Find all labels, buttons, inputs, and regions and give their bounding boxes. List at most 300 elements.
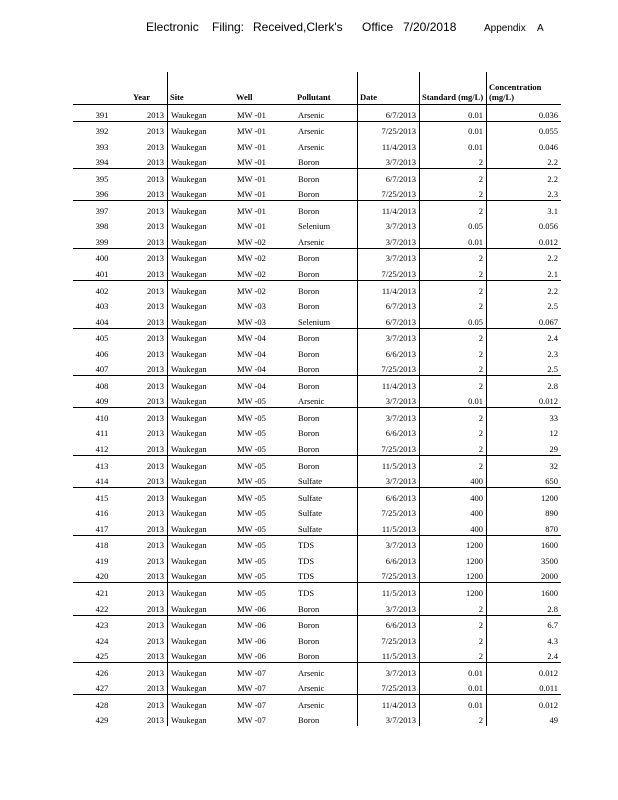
cell-site: Waukegan xyxy=(168,201,235,217)
cell-year: 2013 xyxy=(147,428,164,439)
cell-date: 6/6/2013 xyxy=(358,344,420,360)
cell-pollutant: Arsenic xyxy=(295,695,358,711)
cell-concentration: 12 xyxy=(487,424,562,440)
table-row xyxy=(73,344,561,360)
cell-site: Waukegan xyxy=(168,169,235,185)
cell-year: 2013 xyxy=(147,476,164,487)
cell-well: MW -07 xyxy=(234,663,295,679)
cell-standard: 2 xyxy=(420,297,487,313)
cell-site: Waukegan xyxy=(168,567,235,583)
table-body xyxy=(73,105,561,727)
cell-year: 2013 xyxy=(147,364,164,375)
cell-year: 2013 xyxy=(147,603,164,614)
cell-date: 6/7/2013 xyxy=(358,312,420,328)
cell-index: 414 xyxy=(95,476,109,487)
cell-year: 2013 xyxy=(131,615,168,631)
cell-well: MW -01 xyxy=(237,109,266,120)
cell-site: Waukegan xyxy=(168,121,235,137)
cell-well: MW -04 xyxy=(234,328,295,344)
cell-pollutant: Arsenic xyxy=(298,396,325,407)
cell-well: MW -06 xyxy=(237,603,266,614)
cell-site: Waukegan xyxy=(168,504,235,520)
cell-date: 3/7/2013 xyxy=(358,711,420,727)
cell-well: MW -01 xyxy=(234,169,295,185)
cell-well: MW -06 xyxy=(237,635,266,646)
cell-date: 6/7/2013 xyxy=(358,297,420,313)
cell-site: Waukegan xyxy=(168,663,235,679)
cell-date: 7/25/2013 xyxy=(358,567,420,583)
cell-site: Waukegan xyxy=(168,472,235,488)
cell-standard: 400 xyxy=(420,472,487,488)
cell-date: 3/7/2013 xyxy=(358,153,420,169)
cell-concentration: 4.3 xyxy=(487,631,562,647)
cell-pollutant: Boron xyxy=(298,157,320,168)
cell-year: 2013 xyxy=(147,236,164,247)
cell-pollutant: Boron xyxy=(298,635,320,646)
cell-site: Waukegan xyxy=(168,281,235,297)
cell-site: Waukegan xyxy=(168,551,235,567)
cell-pollutant: Sulfate xyxy=(298,523,323,534)
cell-index: 412 xyxy=(95,444,109,455)
cell-concentration: 0.012 xyxy=(487,695,562,711)
cell-pollutant: Arsenic xyxy=(295,121,358,137)
cell-year: 2013 xyxy=(147,508,164,519)
cell-year: 2013 xyxy=(147,221,164,232)
cell-pollutant: TDS xyxy=(295,535,358,551)
cell-date: 6/7/2013 xyxy=(358,169,420,185)
cell-date: 6/7/2013 xyxy=(358,105,420,122)
cell-site: Waukegan xyxy=(168,599,235,615)
cell-standard: 2 xyxy=(420,169,487,185)
cell-site: Waukegan xyxy=(168,328,235,344)
cell-index: 413 xyxy=(73,456,131,472)
cell-year: 2013 xyxy=(147,189,164,200)
cell-concentration: 2.4 xyxy=(487,328,562,344)
cell-index: 406 xyxy=(95,348,109,359)
cell-index: 404 xyxy=(95,316,109,327)
cell-standard: 1200 xyxy=(420,551,487,567)
cell-index: 405 xyxy=(73,328,131,344)
cell-pollutant: TDS xyxy=(298,555,315,566)
cell-pollutant: Boron xyxy=(295,201,358,217)
cell-year: 2013 xyxy=(131,488,168,504)
cell-well: MW -05 xyxy=(234,456,295,472)
cell-date: 11/4/2013 xyxy=(358,376,420,392)
cell-well: MW -05 xyxy=(237,476,266,487)
header-appendix: Appendix xyxy=(484,23,526,34)
cell-site: Waukegan xyxy=(168,392,235,408)
cell-pollutant: Arsenic xyxy=(298,109,325,120)
cell-index: 428 xyxy=(73,695,131,711)
cell-concentration: 32 xyxy=(487,456,562,472)
cell-date: 6/6/2013 xyxy=(358,615,420,631)
cell-concentration: 2.4 xyxy=(487,647,562,663)
table-row xyxy=(73,424,561,440)
col-header-date: Date xyxy=(358,72,420,105)
cell-site: Waukegan xyxy=(168,695,235,711)
cell-well: MW -05 xyxy=(234,408,295,424)
table-row xyxy=(73,169,561,185)
cell-concentration: 0.036 xyxy=(487,105,562,122)
cell-date: 11/4/2013 xyxy=(358,201,420,217)
cell-site: Waukegan xyxy=(168,360,235,376)
cell-concentration: 33 xyxy=(487,408,562,424)
cell-standard: 0.01 xyxy=(420,392,487,408)
cell-standard: 400 xyxy=(420,504,487,520)
cell-site: Waukegan xyxy=(168,232,235,248)
cell-index: 395 xyxy=(73,169,131,185)
cell-year: 2013 xyxy=(131,328,168,344)
cell-index: 417 xyxy=(95,523,109,534)
cell-date: 6/6/2013 xyxy=(358,551,420,567)
cell-standard: 0.01 xyxy=(420,663,487,679)
cell-index: 422 xyxy=(95,603,109,614)
cell-date: 11/5/2013 xyxy=(358,583,420,599)
table-row xyxy=(73,281,561,297)
cell-standard: 1200 xyxy=(420,535,487,551)
table-row xyxy=(73,711,561,727)
col-header-concentration: Concentration (mg/L) xyxy=(487,72,562,105)
cell-standard: 2 xyxy=(420,185,487,201)
cell-concentration: 870 xyxy=(487,519,562,535)
cell-index: 429 xyxy=(95,715,109,726)
cell-index: 411 xyxy=(95,428,109,439)
table-row xyxy=(73,264,561,280)
cell-well: MW -02 xyxy=(234,248,295,264)
cell-index: 415 xyxy=(73,488,131,504)
cell-concentration: 2.1 xyxy=(487,264,562,280)
cell-year: 2013 xyxy=(147,635,164,646)
cell-pollutant: Arsenic xyxy=(298,141,325,152)
cell-date: 11/5/2013 xyxy=(358,519,420,535)
cell-concentration: 2.5 xyxy=(487,297,562,313)
cell-date: 11/4/2013 xyxy=(358,137,420,153)
cell-year: 2013 xyxy=(147,109,164,120)
cell-pollutant: Boron xyxy=(298,603,320,614)
cell-pollutant: Arsenic xyxy=(298,683,325,694)
cell-site: Waukegan xyxy=(168,647,235,663)
table-row xyxy=(73,439,561,455)
cell-site: Waukegan xyxy=(168,456,235,472)
cell-index: 394 xyxy=(95,157,109,168)
cell-standard: 400 xyxy=(420,488,487,504)
cell-well: MW -05 xyxy=(234,583,295,599)
cell-well: MW -05 xyxy=(237,444,266,455)
cell-pollutant: Boron xyxy=(298,444,320,455)
cell-index: 421 xyxy=(73,583,131,599)
cell-index: 407 xyxy=(95,364,109,375)
cell-date: 11/5/2013 xyxy=(358,456,420,472)
cell-standard: 0.01 xyxy=(420,105,487,122)
cell-date: 3/7/2013 xyxy=(358,232,420,248)
cell-site: Waukegan xyxy=(168,137,235,153)
cell-concentration: 2.2 xyxy=(487,281,562,297)
cell-standard: 1200 xyxy=(420,583,487,599)
cell-standard: 2 xyxy=(420,376,487,392)
cell-date: 7/25/2013 xyxy=(358,121,420,137)
cell-pollutant: Sulfate xyxy=(295,488,358,504)
table-row xyxy=(73,217,561,233)
table-row xyxy=(73,488,561,504)
cell-index: 402 xyxy=(73,281,131,297)
cell-date: 3/7/2013 xyxy=(358,392,420,408)
cell-site: Waukegan xyxy=(168,376,235,392)
table-row xyxy=(73,695,561,711)
cell-concentration: 2.8 xyxy=(487,599,562,615)
cell-standard: 0.01 xyxy=(420,679,487,695)
cell-pollutant: Sulfate xyxy=(298,508,323,519)
cell-concentration: 1200 xyxy=(487,488,562,504)
cell-year: 2013 xyxy=(147,396,164,407)
cell-concentration: 6.7 xyxy=(487,615,562,631)
header-received: Received,Clerk's xyxy=(253,20,343,34)
table-header-row xyxy=(73,72,561,105)
table-row xyxy=(73,472,561,488)
cell-standard: 2 xyxy=(420,408,487,424)
table-row xyxy=(73,535,561,551)
cell-standard: 2 xyxy=(420,248,487,264)
cell-year: 2013 xyxy=(131,376,168,392)
cell-index: 409 xyxy=(95,396,109,407)
cell-concentration: 49 xyxy=(487,711,562,727)
cell-year: 2013 xyxy=(147,348,164,359)
cell-standard: 2 xyxy=(420,328,487,344)
cell-pollutant: Arsenic xyxy=(295,663,358,679)
cell-date: 6/6/2013 xyxy=(358,424,420,440)
cell-pollutant: Boron xyxy=(295,169,358,185)
cell-year: 2013 xyxy=(147,555,164,566)
cell-concentration: 0.056 xyxy=(487,217,562,233)
cell-pollutant: Boron xyxy=(295,248,358,264)
cell-well: MW -05 xyxy=(237,555,266,566)
cell-date: 7/25/2013 xyxy=(358,360,420,376)
cell-standard: 2 xyxy=(420,711,487,727)
cell-standard: 0.01 xyxy=(420,121,487,137)
cell-well: MW -05 xyxy=(234,488,295,504)
col-header-well: Well xyxy=(234,72,295,105)
cell-standard: 0.05 xyxy=(420,312,487,328)
cell-index: 392 xyxy=(73,121,131,137)
cell-well: MW -05 xyxy=(234,535,295,551)
cell-year: 2013 xyxy=(131,201,168,217)
cell-year: 2013 xyxy=(131,281,168,297)
table-row xyxy=(73,583,561,599)
cell-date: 3/7/2013 xyxy=(358,408,420,424)
cell-standard: 2 xyxy=(420,201,487,217)
cell-pollutant: TDS xyxy=(295,583,358,599)
cell-index: 423 xyxy=(73,615,131,631)
cell-well: MW -04 xyxy=(237,364,266,375)
cell-pollutant: Boron xyxy=(295,408,358,424)
cell-pollutant: Boron xyxy=(295,281,358,297)
cell-standard: 2 xyxy=(420,631,487,647)
table-row xyxy=(73,185,561,201)
cell-site: Waukegan xyxy=(168,105,235,122)
cell-site: Waukegan xyxy=(168,408,235,424)
cell-site: Waukegan xyxy=(168,153,235,169)
cell-concentration: 2.2 xyxy=(487,248,562,264)
col-header-pollutant: Pollutant xyxy=(295,72,358,105)
cell-well: MW -01 xyxy=(237,141,266,152)
cell-site: Waukegan xyxy=(168,488,235,504)
cell-pollutant: TDS xyxy=(298,571,315,582)
cell-index: 426 xyxy=(73,663,131,679)
cell-index: 418 xyxy=(73,535,131,551)
cell-site: Waukegan xyxy=(168,344,235,360)
cell-concentration: 1600 xyxy=(487,583,562,599)
cell-concentration: 2.2 xyxy=(487,153,562,169)
cell-date: 3/7/2013 xyxy=(358,535,420,551)
cell-date: 3/7/2013 xyxy=(358,217,420,233)
cell-index: 403 xyxy=(95,301,109,312)
cell-well: MW -01 xyxy=(234,121,295,137)
cell-standard: 0.01 xyxy=(420,695,487,711)
cell-year: 2013 xyxy=(147,316,164,327)
col-header-index xyxy=(73,72,131,105)
header-filing: Filing: xyxy=(212,20,245,34)
col-header-site: Site xyxy=(168,72,235,105)
cell-well: MW -05 xyxy=(237,571,266,582)
cell-standard: 2 xyxy=(420,615,487,631)
cell-well: MW -04 xyxy=(234,376,295,392)
cell-standard: 2 xyxy=(420,360,487,376)
cell-pollutant: Boron xyxy=(298,301,320,312)
cell-concentration: 2.8 xyxy=(487,376,562,392)
cell-index: 410 xyxy=(73,408,131,424)
table-row xyxy=(73,297,561,313)
cell-concentration: 29 xyxy=(487,439,562,455)
cell-well: MW -01 xyxy=(237,221,266,232)
cell-pollutant: Boron xyxy=(295,456,358,472)
cell-year: 2013 xyxy=(131,248,168,264)
cell-date: 7/25/2013 xyxy=(358,504,420,520)
cell-index: 393 xyxy=(95,141,109,152)
cell-date: 11/4/2013 xyxy=(358,281,420,297)
cell-date: 3/7/2013 xyxy=(358,663,420,679)
cell-site: Waukegan xyxy=(168,248,235,264)
cell-concentration: 0.055 xyxy=(487,121,562,137)
cell-year: 2013 xyxy=(131,663,168,679)
cell-standard: 2 xyxy=(420,424,487,440)
cell-standard: 2 xyxy=(420,599,487,615)
cell-year: 2013 xyxy=(131,408,168,424)
cell-index: 408 xyxy=(73,376,131,392)
table-row xyxy=(73,248,561,264)
cell-standard: 400 xyxy=(420,519,487,535)
cell-site: Waukegan xyxy=(168,312,235,328)
cell-well: MW -02 xyxy=(234,281,295,297)
cell-pollutant: Boron xyxy=(295,376,358,392)
cell-site: Waukegan xyxy=(168,519,235,535)
cell-year: 2013 xyxy=(131,169,168,185)
cell-site: Waukegan xyxy=(168,711,235,727)
cell-index: 396 xyxy=(95,189,109,200)
header-office: Office xyxy=(362,20,394,34)
table-row xyxy=(73,153,561,169)
cell-concentration: 0.012 xyxy=(487,392,562,408)
cell-pollutant: Boron xyxy=(295,328,358,344)
cell-index: 397 xyxy=(73,201,131,217)
cell-well: MW -05 xyxy=(237,428,266,439)
cell-concentration: 3.1 xyxy=(487,201,562,217)
table-row xyxy=(73,567,561,583)
cell-index: 427 xyxy=(95,683,109,694)
cell-concentration: 1600 xyxy=(487,535,562,551)
cell-site: Waukegan xyxy=(168,439,235,455)
cell-date: 3/7/2013 xyxy=(358,248,420,264)
table-row xyxy=(73,392,561,408)
table-row xyxy=(73,137,561,153)
cell-well: MW -01 xyxy=(234,201,295,217)
cell-year: 2013 xyxy=(147,141,164,152)
cell-pollutant: Boron xyxy=(298,269,320,280)
table-row xyxy=(73,504,561,520)
cell-pollutant: Selenium xyxy=(298,316,331,327)
table-row xyxy=(73,647,561,663)
cell-site: Waukegan xyxy=(168,615,235,631)
cell-date: 11/5/2013 xyxy=(358,647,420,663)
cell-index: 416 xyxy=(95,508,109,519)
cell-concentration: 0.046 xyxy=(487,137,562,153)
cell-pollutant: Boron xyxy=(298,189,320,200)
cell-date: 7/25/2013 xyxy=(358,264,420,280)
cell-index: 391 xyxy=(95,109,109,120)
cell-standard: 0.01 xyxy=(420,137,487,153)
cell-pollutant: Boron xyxy=(298,715,320,726)
cell-standard: 2 xyxy=(420,264,487,280)
table-row xyxy=(73,519,561,535)
cell-pollutant: Boron xyxy=(298,348,320,359)
cell-index: 424 xyxy=(95,635,109,646)
cell-date: 7/25/2013 xyxy=(358,631,420,647)
cell-standard: 0.01 xyxy=(420,232,487,248)
cell-year: 2013 xyxy=(131,695,168,711)
table-row xyxy=(73,328,561,344)
table-row xyxy=(73,615,561,631)
cell-standard: 2 xyxy=(420,281,487,297)
table-row xyxy=(73,551,561,567)
cell-well: MW -05 xyxy=(237,523,266,534)
cell-year: 2013 xyxy=(147,301,164,312)
cell-well: MW -07 xyxy=(234,695,295,711)
cell-site: Waukegan xyxy=(168,217,235,233)
cell-well: MW -05 xyxy=(237,396,266,407)
cell-standard: 2 xyxy=(420,344,487,360)
header-date: 7/20/2018 xyxy=(403,20,457,34)
cell-concentration: 2.3 xyxy=(487,185,562,201)
cell-year: 2013 xyxy=(147,444,164,455)
table-row xyxy=(73,121,561,137)
cell-concentration: 0.011 xyxy=(487,679,562,695)
cell-well: MW -03 xyxy=(237,301,266,312)
cell-standard: 1200 xyxy=(420,567,487,583)
cell-concentration: 2.5 xyxy=(487,360,562,376)
cell-standard: 2 xyxy=(420,439,487,455)
table-row xyxy=(73,408,561,424)
cell-concentration: 0.012 xyxy=(487,232,562,248)
cell-pollutant: Selenium xyxy=(298,221,331,232)
cell-index: 419 xyxy=(95,555,109,566)
cell-site: Waukegan xyxy=(168,297,235,313)
cell-standard: 2 xyxy=(420,456,487,472)
header-electronic: Electronic xyxy=(146,20,199,34)
table-row xyxy=(73,376,561,392)
cell-pollutant: Boron xyxy=(295,615,358,631)
cell-pollutant: Boron xyxy=(298,428,320,439)
cell-date: 7/25/2013 xyxy=(358,439,420,455)
table-row xyxy=(73,312,561,328)
cell-index: 398 xyxy=(95,221,109,232)
